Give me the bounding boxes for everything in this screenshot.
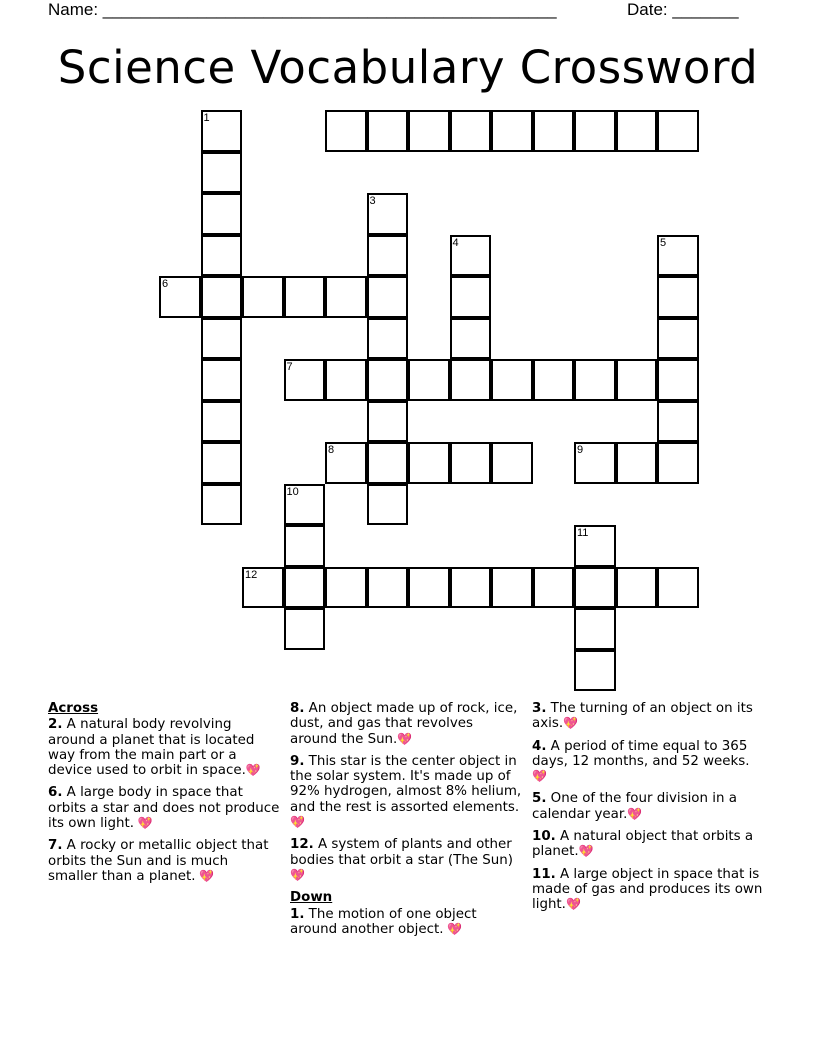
crossword-cell[interactable] [367,110,409,152]
crossword-cell[interactable] [367,567,409,609]
crossword-cell[interactable] [616,110,658,152]
clue-number-label: 4 [452,236,459,249]
crossword-cell[interactable] [284,525,326,567]
down-heading: Down [290,890,333,906]
crossword-cell[interactable] [533,359,575,401]
clue-number: 10. [532,829,556,845]
clue-number: 2. [48,717,63,733]
clue-number: 12. [290,837,314,853]
clue-text: A natural body revolving around a planet that is located way from the main part or a device used to orbit in space. [48,717,255,779]
crossword-cell[interactable] [367,442,409,484]
crossword-cell[interactable] [657,318,699,360]
crossword-cell[interactable] [201,359,243,401]
clue-across-9 [290,754,524,830]
crossword-cell[interactable] [242,567,284,609]
crossword-cell[interactable] [657,235,699,277]
clue-text: The turning of an object on its axis. [532,701,753,732]
clue-number: 3. [532,701,547,716]
crossword-cell[interactable] [201,193,243,235]
clue-across-6 [48,785,280,831]
clue-text: A system of plants and other bodies that orbit a star (The Sun) [290,837,513,868]
clue-column-1 [48,701,280,891]
across-heading: Across [48,701,99,716]
clue-number-label: 8 [328,444,335,456]
crossword-cell[interactable] [284,608,326,650]
crossword-cell[interactable] [533,567,575,609]
sparkling-heart-icon: 💖 [245,763,261,778]
sparkling-heart-icon: 💖 [565,897,581,912]
clue-text: A large object in space that is made of gas and produces its own light. [532,866,763,913]
crossword-cell[interactable] [284,567,326,609]
page-title: Science Vocabulary Crossword [57,41,759,94]
crossword-cell[interactable] [533,110,575,152]
clue-text: This star is the center object in the solar system. It's made up of 92% hydrogen, almost 8% helium, and the rest is assorted elements. [290,753,522,815]
crossword-cell[interactable] [450,567,492,609]
clue-text: An object made up of rock, ice, dust, and gas that revolves around the Sun. [290,701,518,747]
clue-across-2 [48,717,280,778]
name-field: Name: ________________________________________________ [48,0,557,19]
crossword-cell[interactable] [201,110,243,152]
crossword-cell[interactable] [450,318,492,360]
date-field: Date: _______ [627,0,739,19]
crossword-cell[interactable] [242,276,284,318]
clue-text: The motion of one object around another object. [290,906,477,937]
crossword-cell[interactable] [616,567,658,609]
clue-text: A rocky or metallic object that orbits the Sun and is much smaller than a planet. [48,838,269,884]
crossword-cell[interactable] [450,276,492,318]
clue-across-8 [290,701,524,747]
crossword-cell[interactable] [201,276,243,318]
crossword-cell[interactable] [325,442,367,484]
sparkling-heart-icon: 💖 [397,731,413,746]
crossword-cell[interactable] [491,567,533,609]
clue-number: 6. [48,785,63,801]
crossword-cell[interactable] [284,484,326,526]
sparkling-heart-icon: 💖 [195,868,215,883]
crossword-cell[interactable] [574,110,616,152]
clue-across-12 [290,837,524,883]
crossword-cell[interactable] [574,525,616,567]
clue-number: 11. [532,866,556,882]
clue-number-label: 7 [286,361,293,373]
clue-down-10 [532,829,768,860]
clue-number-label: 9 [577,444,584,456]
crossword-cell[interactable] [574,359,616,401]
clue-number: 1. [290,906,305,922]
crossword-cell[interactable] [574,567,616,609]
sparkling-heart-icon: 💖 [134,816,153,831]
crossword-cell[interactable] [201,318,243,360]
clue-number-label: 11 [577,527,589,539]
sparkling-heart-icon: 💖 [563,716,579,731]
crossword-cell[interactable] [367,318,409,360]
crossword-cell[interactable] [491,442,533,484]
crossword-cell[interactable] [325,359,367,401]
clue-down-5 [532,791,768,822]
crossword-cell[interactable] [367,276,409,318]
crossword-cell[interactable] [159,276,201,318]
sparkling-heart-icon: 💖 [532,769,547,784]
crossword-cell[interactable] [284,276,326,318]
crossword-cell[interactable] [657,442,699,484]
sparkling-heart-icon: 💖 [578,844,594,859]
crossword-cell[interactable] [657,276,699,318]
clue-text: One of the four division in a calendar year. [532,791,737,822]
crossword-cell[interactable] [657,567,699,609]
clue-column-3 [532,701,768,920]
clue-down-11 [532,867,768,913]
clue-down-4 [532,739,768,785]
clue-number: 8. [290,701,305,716]
clue-number-label: 5 [660,236,667,249]
crossword-cell[interactable] [408,359,450,401]
clue-text: A natural object that orbits a planet. [532,829,754,860]
crossword-cell[interactable] [408,442,450,484]
clue-number: 9. [290,753,305,769]
clue-number-label: 1 [203,112,210,124]
crossword-cell[interactable] [201,401,243,443]
crossword-cell[interactable] [657,359,699,401]
clue-down-1 [290,907,524,938]
sparkling-heart-icon: 💖 [627,806,643,821]
crossword-cell[interactable] [284,359,326,401]
crossword-cell[interactable] [450,442,492,484]
crossword-cell[interactable] [367,401,409,443]
clue-number-label: 12 [245,568,258,581]
crossword-cell[interactable] [574,608,616,650]
clue-number-label: 3 [369,195,376,207]
crossword-cell[interactable] [450,235,492,277]
crossword-cell[interactable] [201,442,243,484]
crossword-cell[interactable] [201,152,243,194]
clue-column-2 [290,701,524,944]
crossword-cell[interactable] [367,193,409,235]
crossword-cell[interactable] [491,359,533,401]
crossword-cell[interactable] [325,276,367,318]
sparkling-heart-icon: 💖 [443,921,463,936]
clue-down-3 [532,701,768,732]
clue-number: 4. [532,738,547,754]
crossword-cell[interactable] [367,359,409,401]
sparkling-heart-icon: 💖 [290,815,305,830]
clue-text: A large body in space that orbits a star and does not produce its own light. [48,785,280,832]
crossword-cell[interactable] [325,567,367,609]
crossword-cell[interactable] [491,110,533,152]
crossword-cell[interactable] [616,359,658,401]
clue-number: 5. [532,791,547,807]
sparkling-heart-icon: 💖 [290,867,305,882]
crossword-cell[interactable] [657,110,699,152]
crossword-cell[interactable] [367,235,409,277]
crossword-cell[interactable] [408,567,450,609]
crossword-cell[interactable] [325,110,367,152]
clue-number-label: 6 [162,278,169,290]
crossword-cell[interactable] [616,442,658,484]
crossword-cell[interactable] [450,110,492,152]
clue-number-label: 10 [286,485,299,498]
crossword-cell[interactable] [408,110,450,152]
clue-across-7 [48,838,280,884]
crossword-cell[interactable] [201,484,243,526]
crossword-cell[interactable] [657,401,699,443]
crossword-cell[interactable] [201,235,243,277]
crossword-cell[interactable] [450,359,492,401]
crossword-cell[interactable] [574,442,616,484]
crossword-cell[interactable] [367,484,409,526]
clue-number: 7. [48,838,63,854]
clue-text: A period of time equal to 365 days, 12 months, and 52 weeks. [532,738,750,769]
crossword-cell[interactable] [574,650,616,692]
